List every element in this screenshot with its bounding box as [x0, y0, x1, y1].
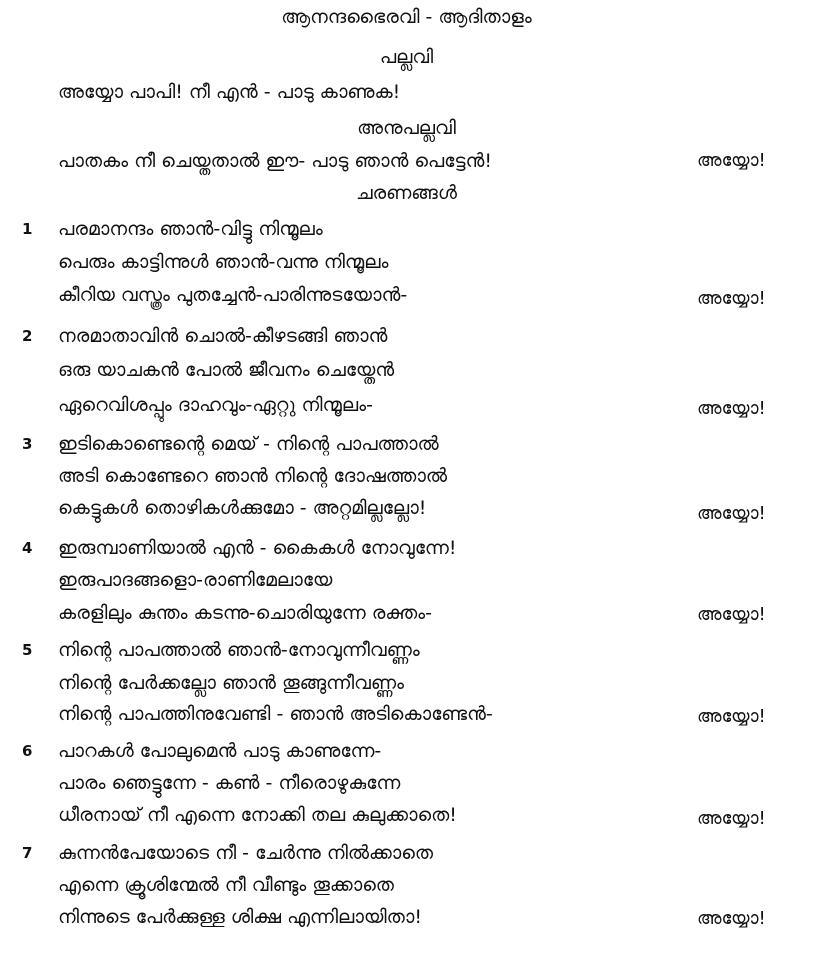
stanza-number: 2	[22, 327, 33, 345]
stanza-line: നിന്റെ പേർക്കല്ലോ ഞാൻ തൂങ്ങുന്നീവണ്ണം	[58, 672, 405, 694]
stanza-refrain: അയ്യോ!	[697, 808, 766, 829]
stanza-line: ഒരു യാചകൻ പോൽ ജീവനം ചെയ്തേൻ	[58, 359, 395, 381]
stanza-line: കരളിലും കുന്തം കടന്നു-ചൊരിയുന്നേ രക്തം-	[58, 602, 432, 624]
stanza-line: കെട്ടുകൾ തൊഴികൾക്കുമോ - അറ്റമില്ലല്ലോ!	[58, 497, 427, 519]
raga-tala-heading: ആനന്ദഭൈരവി - ആദിതാളം	[281, 6, 532, 28]
stanza-line: പരമാനന്ദം ഞാൻ-വിട്ടു നിന്മൂലം	[58, 218, 323, 240]
anupallavi-refrain: അയ്യോ!	[697, 150, 766, 171]
stanza-line: അടി കൊണ്ടേറെ ഞാൻ നിന്റെ ദോഷത്താൽ	[58, 465, 447, 487]
anupallavi-text: പാതകം നീ ചെയ്തതാൽ ഈ- പാടു ഞാൻ പെട്ടേൻ!	[58, 150, 492, 172]
stanza-line: നിന്റെ പാപത്തിനുവേണ്ടി - ഞാൻ അടികൊണ്ടേൻ-	[58, 703, 493, 725]
stanza-refrain: അയ്യോ!	[697, 503, 766, 524]
stanza-refrain: അയ്യോ!	[697, 604, 766, 625]
stanza-number: 6	[22, 742, 33, 760]
stanza-line: എന്നെ ക്രൂശിന്മേൽ നീ വീണ്ടും തൂക്കാതെ	[58, 874, 394, 896]
stanza-number: 4	[22, 539, 33, 557]
stanza-line: കുന്നൻപേയോടെ നീ - ചേർന്നു നിൽക്കാതെ	[58, 842, 433, 864]
stanza-refrain: അയ്യോ!	[697, 288, 766, 309]
stanza-line: പെരും കാട്ടിന്നുൾ ഞാൻ-വന്നു നിന്മൂലം	[58, 251, 389, 273]
stanza-line: ഇരുമ്പാണിയാൽ എൻ - കൈകൾ നോവുന്നേ!	[58, 537, 457, 559]
stanza-line: നരമാതാവിൻ ചൊൽ-കീഴടങ്ങി ഞാൻ	[58, 325, 388, 347]
stanza-line: പാരം ഞെട്ടുന്നേ - കൺ - നീരൊഴുകുന്നേ	[58, 772, 401, 794]
stanza-line: ഇടികൊണ്ടെന്റെ മെയ് - നിന്റെ പാപത്താൽ	[58, 433, 439, 455]
stanza-refrain: അയ്യോ!	[697, 706, 766, 727]
stanza-refrain: അയ്യോ!	[697, 908, 766, 929]
stanza-line: നിന്റെ പാപത്താൽ ഞാൻ-നോവുന്നീവണ്ണം	[58, 639, 420, 661]
pallavi-title: പല്ലവി	[379, 46, 434, 68]
stanza-line: ധീരനായ് നീ എന്നെ നോക്കി തല കുലുക്കാതെ!	[58, 804, 457, 826]
stanza-line: നിന്നുടെ പേർക്കുള്ള ശിക്ഷ എന്നിലായിതാ!	[58, 906, 423, 928]
pallavi-text: അയ്യോ പാപി! നീ എൻ - പാടു കാണുക!	[58, 81, 401, 103]
charanam-title: ചരണങ്ങൾ	[356, 182, 457, 204]
stanza-line: പാറകൾ പോലുമെൻ പാടു കാണുന്നേ-	[58, 740, 382, 762]
stanza-number: 1	[22, 220, 33, 238]
anupallavi-title: അനുപല്ലവി	[357, 117, 456, 139]
stanza-line: കീറിയ വസ്ത്രം പുതച്ചേൻ-പാരിന്നുടയോൻ-	[58, 284, 408, 306]
stanza-refrain: അയ്യോ!	[697, 398, 766, 419]
stanza-line: ഏറെവിശപ്പും ദാഹവും-ഏറ്റു നിന്മൂലം-	[58, 394, 373, 416]
stanza-number: 3	[22, 435, 33, 453]
stanza-number: 5	[22, 641, 33, 659]
stanza-line: ഇരുപാദങ്ങളൊ-രാണിമേലായേ	[58, 569, 333, 591]
stanza-number: 7	[22, 844, 33, 862]
